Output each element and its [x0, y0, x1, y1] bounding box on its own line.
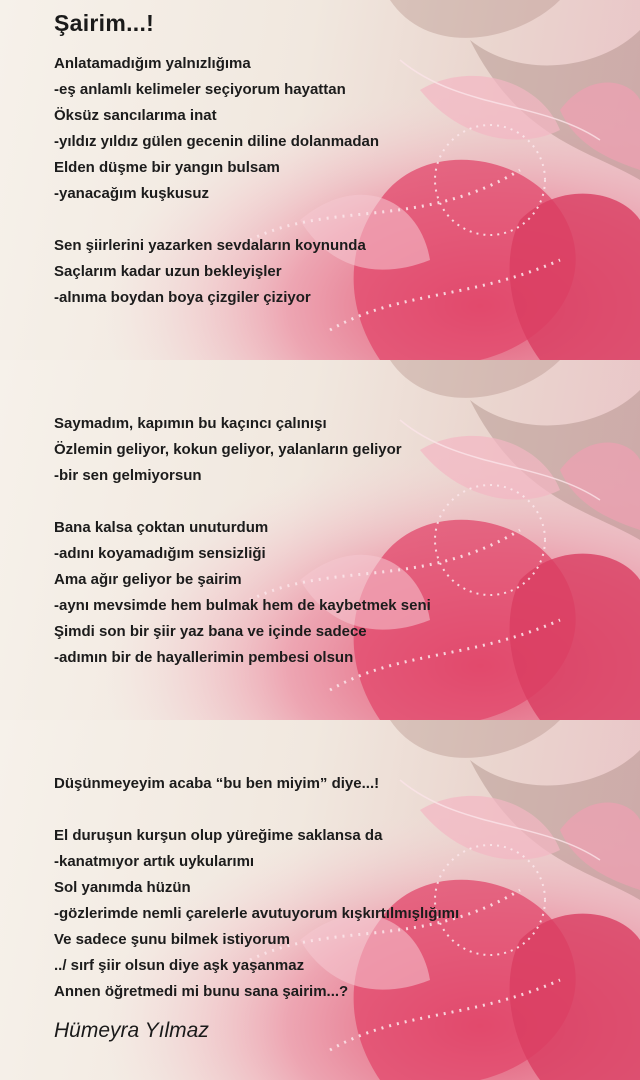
poem-line: -adını koyamadığım sensizliği: [54, 545, 266, 562]
poem-line: -yıldız yıldız gülen gecenin diline dolanmadan: [54, 133, 380, 150]
poem-line: -adımın bir de hayallerimin pembesi olsun: [54, 649, 354, 666]
poem-line: -alnıma boydan boya çizgiler çiziyor: [54, 289, 311, 306]
poem-line: Sol yanımda hüzün: [54, 879, 191, 896]
poem-line: Bana kalsa çoktan unuturdum: [54, 519, 269, 536]
poem-line: Düşünmeyeyim acaba “bu ben miyim” diye...!: [54, 775, 380, 792]
poem-line: Sen şiirlerini yazarken sevdaların koynunda: [54, 237, 366, 254]
poem-line: Öksüz sancılarıma inat: [54, 107, 217, 124]
background-panel-2: [0, 360, 640, 720]
poem-line: -bir sen gelmiyorsun: [54, 467, 202, 484]
poem-line: Elden düşme bir yangın bulsam: [54, 159, 280, 176]
poem-line: Anlatamadığım yalnızlığıma: [54, 55, 251, 72]
poem-line: -yanacağım kuşkusuz: [54, 185, 210, 202]
poem-line: Şimdi son bir şiir yaz bana ve içinde sadece: [54, 623, 367, 640]
poem-line: Özlemin geliyor, kokun geliyor, yalanların geliyor: [54, 441, 402, 458]
poem-line: -gözlerimde nemli çarelerle avutuyorum kışkırtılmışlığımı: [54, 905, 460, 922]
poem-line: Ve sadece şunu bilmek istiyorum: [54, 931, 290, 948]
floral-decoration: [0, 0, 640, 360]
author-name: Hümeyra Yılmaz: [54, 1019, 209, 1042]
poem-line: -eş anlamlı kelimeler seçiyorum hayattan: [54, 81, 346, 98]
background-panel-1: [0, 0, 640, 360]
poem-title: Şairim...!: [54, 10, 155, 36]
floral-decoration: [0, 360, 640, 720]
poem-line: -kanatmıyor artık uykularımı: [54, 853, 255, 870]
poem-line: El duruşun kurşun olup yüreğime saklansa da: [54, 827, 383, 844]
poem-line: -aynı mevsimde hem bulmak hem de kaybetmek seni: [54, 597, 431, 614]
poem-line: ../ sırf şiir olsun diye aşk yaşanmaz: [54, 957, 305, 974]
poem-line: Ama ağır geliyor be şairim: [54, 571, 242, 588]
poem-line: Saymadım, kapımın bu kaçıncı çalınışı: [54, 415, 327, 432]
poem-line: Saçlarım kadar uzun bekleyişler: [54, 263, 282, 280]
poem-line: Annen öğretmedi mi bunu sana şairim...?: [54, 983, 349, 1000]
